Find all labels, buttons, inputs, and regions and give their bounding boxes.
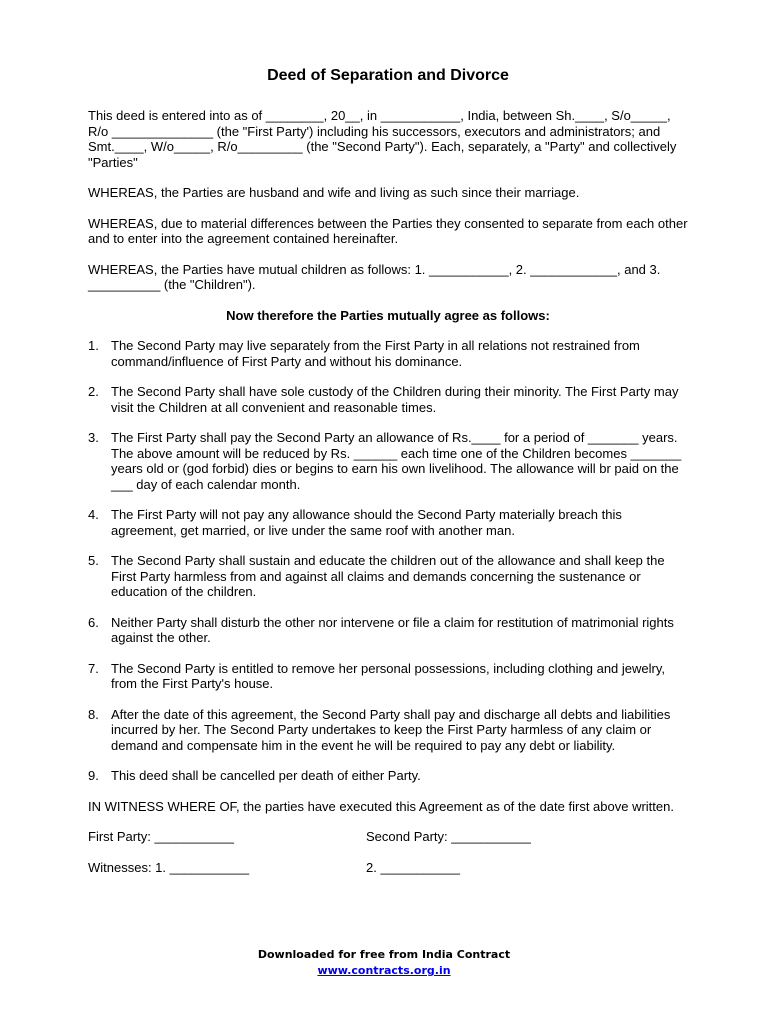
clause-number: 7. (88, 660, 99, 676)
clause-text: The First Party will not pay any allowance should the Second Party materially breach this agreement, get married, or live under the same roof with another man. (111, 507, 622, 538)
clause-number: 4. (88, 507, 99, 522)
clause-item (88, 338, 688, 369)
clause-item (88, 661, 688, 692)
clause-number: 3. (88, 430, 99, 445)
page-footer (0, 947, 768, 979)
clause-text: This deed shall be cancelled per death of either Party. (111, 768, 421, 783)
whereas-clause-3: WHEREAS, the Parties have mutual children as follows: 1. ___________, 2. ____________, and 3. __________ (the "Children"). (88, 261, 661, 292)
second-party-signature-line: Second Party: ___________ (366, 829, 531, 844)
clause-item (88, 768, 688, 784)
clause-number: 8. (88, 706, 99, 722)
clause-number: 6. (88, 614, 99, 630)
clause-item (88, 507, 688, 538)
whereas-clause-2: WHEREAS, due to material differences between the Parties they consented to separate from each other and to enter into the agreement contained hereinafter. (88, 215, 688, 246)
clause-item (88, 615, 688, 646)
clause-number: 2. (88, 384, 99, 399)
document-page (88, 66, 688, 890)
clause-text: After the date of this agreement, the Second Party shall pay and discharge all debts and liabilities incurred by her. The Second Party undertakes to keep the First Party harmless of any claim or demand and compensate him in the event he will be required to pay any debt or liability. (111, 706, 671, 753)
witness-2-signature-line: 2. ___________ (366, 859, 460, 875)
intro-paragraph: This deed is entered into as of ________, 20__, in ___________, India, between Sh.____, S/o_____, R/o ______________ (the "First Party') including his successors, executors and administrators; and Smt.____, W/o_____, R/o_________ (the "Second Party"). Each, separately, a "Party" and collectively "Parties" (88, 108, 677, 170)
clause-text: The First Party shall pay the Second Party an allowance of Rs.____ for a period of _______ years. The above amount will be reduced by Rs. ______ each time one of the Children becomes _______ years old or (god forbid) dies or begins to earn his own livelihood. The allowance will br paid on the ___ day of each calendar month. (111, 430, 682, 492)
clause-text: The Second Party may live separately from the First Party in all relations not restrained from command/influence of First Party and without his dominance. (111, 338, 640, 369)
whereas-clause-1: WHEREAS, the Parties are husband and wife and living as such since their marriage. (88, 185, 580, 200)
clause-list (88, 338, 688, 784)
clause-text: The Second Party shall have sole custody of the Children during their minority. The First Party may visit the Children at all convenient and reasonable times. (111, 384, 679, 415)
clause-item (88, 430, 688, 492)
witness-statement: IN WITNESS WHERE OF, the parties have executed this Agreement as of the date first above written. (88, 798, 674, 814)
document-title: Deed of Separation and Divorce (267, 67, 509, 84)
clause-text: The Second Party shall sustain and educate the children out of the allowance and shall keep the First Party harmless from and against all claims and demands concerning the sustenance or education of the children. (111, 553, 665, 599)
first-party-signature-line: First Party: ___________ (88, 829, 234, 844)
agreement-heading: Now therefore the Parties mutually agree as follows: (226, 307, 550, 323)
witness-signature-row (88, 860, 688, 876)
clause-text: The Second Party is entitled to remove her personal possessions, including clothing and jewelry, from the First Party's house. (111, 660, 666, 691)
clause-number: 1. (88, 338, 99, 353)
clause-item (88, 384, 688, 415)
clause-text: Neither Party shall disturb the other nor intervene or file a claim for restitution of matrimonial rights against the other. (111, 614, 674, 645)
clause-number: 9. (88, 768, 99, 783)
clause-number: 5. (88, 553, 99, 568)
clause-item (88, 553, 688, 600)
party-signature-row (88, 829, 688, 845)
witness-1-signature-line: Witnesses: 1. ___________ (88, 859, 250, 875)
footer-download-note: Downloaded for free from India Contract (257, 948, 511, 961)
clause-item (88, 707, 688, 754)
footer-website-link[interactable]: www.contracts.org.in (317, 964, 451, 977)
